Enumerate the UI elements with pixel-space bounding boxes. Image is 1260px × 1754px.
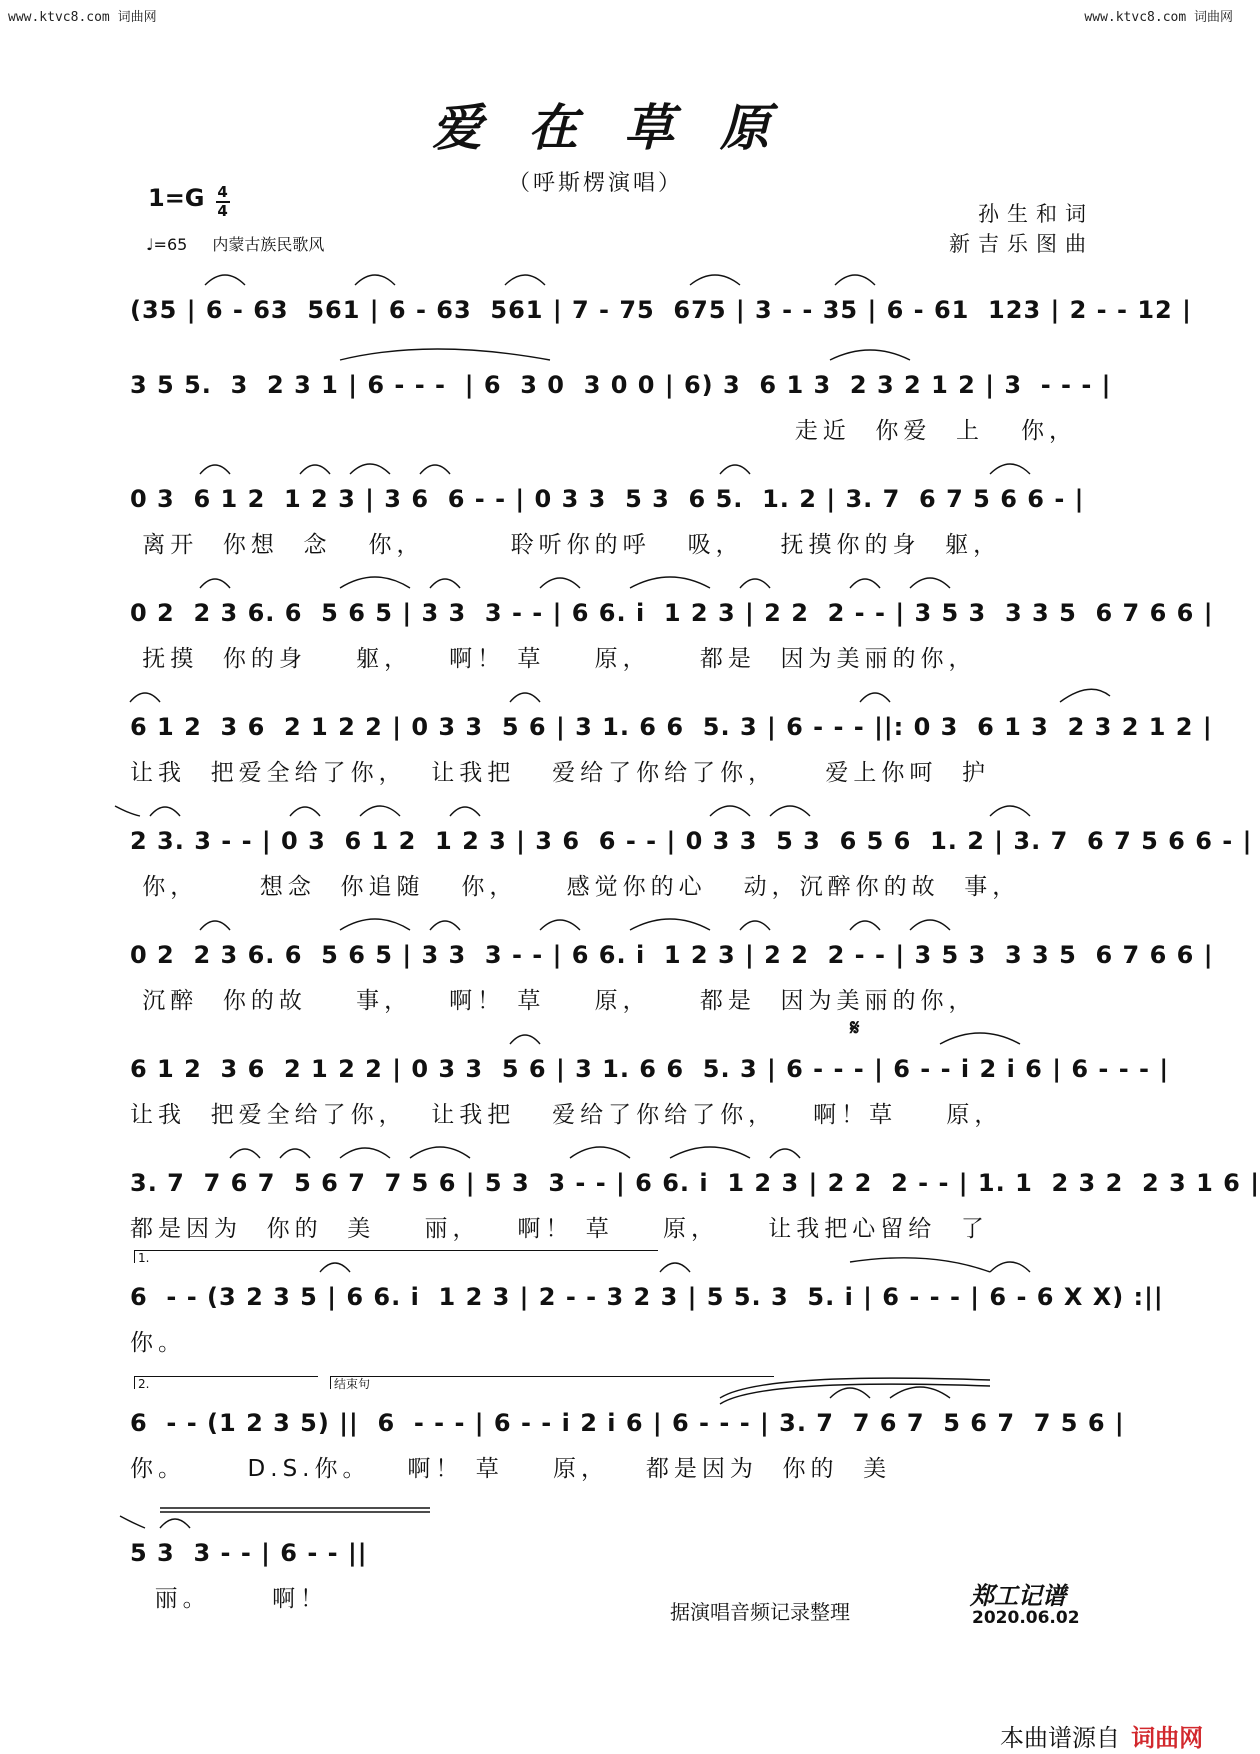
notation-line: 3 5 5. 3 2 3 1 | 6 - - - | 6 3 0 3 0 0 | 6) 3 6 1 3 2 3 2 1 2 | 3 - - - | xyxy=(130,371,1112,399)
lyrics-line: 抚摸 你的身 躯， 啊！ 草 原， 都是 因为美丽的你， xyxy=(130,646,977,672)
notation-line: 2 3. 3 - - | 0 3 6 1 2 1 2 3 | 3 6 6 - - | 0 3 3 5 3 6 5 6 1. 2 | 3. 7 6 7 5 6 6 - | xyxy=(130,827,1253,855)
watermark-right: www.ktvc8.com 词曲网 xyxy=(1084,10,1233,25)
volta-second: 2. xyxy=(134,1376,318,1389)
lyrics-line: 你， 想念 你追随 你， 感觉你的心 动，沉醉你的故 事， xyxy=(130,874,1021,900)
notation-line: 0 2 2 3 6. 6 5 6 5 | 3 3 3 - - | 6 6. i 1 2 3 | 2 2 2 - - | 3 5 3 3 3 5 6 7 6 6 | xyxy=(130,599,1214,627)
transcription-note: 据演唱音频记录整理 xyxy=(670,1600,850,1624)
notation-line: 6 - - (1 2 3 5) || 6 - - - | 6 - - i 2 i 6 | 6 - - - | 3. 7 7 6 7 5 6 7 7 5 6 | xyxy=(130,1409,1125,1437)
transcription-date: 2020.06.02 xyxy=(972,1608,1080,1628)
time-signature xyxy=(216,182,230,220)
notation-line: 6 - - (3 2 3 5 | 6 6. i 1 2 3 | 2 - - 3 2 3 | 5 5. 3 5. i | 6 - - - | 6 - 6 X X) :|| xyxy=(130,1283,1164,1311)
key-signature xyxy=(148,184,230,219)
song-title: 爱在草原 xyxy=(432,98,816,157)
score-system-7 xyxy=(130,932,1214,1032)
ending-label: 结束句 xyxy=(330,1376,774,1389)
score-system-4 xyxy=(130,590,1214,690)
transcriber-signature: 郑工记谱 xyxy=(970,1582,1066,1610)
time-top: 4 xyxy=(217,182,228,201)
lyrics-line: 都是因为 你的 美 丽， 啊！ 草 原， 让我把心留给 了 xyxy=(130,1216,989,1242)
source-label: 本曲谱源自 xyxy=(1000,1724,1120,1752)
notation-line: (35 | 6 - 63 561 | 6 - 63 561 | 7 - 75 675 | 3 - - 35 | 6 - 61 123 | 2 - - 12 | xyxy=(130,296,1192,324)
notation-line: 5 3 3 - - | 6 - - || xyxy=(130,1539,368,1567)
score-system-10 xyxy=(130,1274,1164,1374)
tempo-mark xyxy=(146,232,324,255)
notation-line: 0 2 2 3 6. 6 5 6 5 | 3 3 3 - - | 6 6. i 1 2 3 | 2 2 2 - - | 3 5 3 3 3 5 6 7 6 6 | xyxy=(130,941,1214,969)
composer-credit: 新吉乐图曲 xyxy=(949,232,1094,256)
tempo-value: ♩=65 xyxy=(146,235,188,254)
score-system-12 xyxy=(130,1530,550,1630)
notation-line: 6 1 2 3 6 2 1 2 2 | 0 3 3 5 6 | 3 1. 6 6 5. 3 | 6 - - - ||: 0 3 6 1 3 2 3 2 1 2 | xyxy=(130,713,1213,741)
song-subtitle: （呼斯楞演唱） xyxy=(508,171,684,196)
lyrics-line: 离开 你想 念 你， 聆听你的呼 吸， 抚摸你的身 躯， xyxy=(130,532,1002,558)
score-system-6 xyxy=(130,818,1253,918)
lyrics-line: 让我 把爱全给了你， 让我把 爱给了你给了你， 爱上你呵 护 xyxy=(130,760,991,786)
lyrics-line: 让我 把爱全给了你， 让我把 爱给了你给了你， 啊！草 原， xyxy=(130,1102,1003,1128)
notation-line: 3. 7 7 6 7 5 6 7 7 5 6 | 5 3 3 - - | 6 6. i 1 2 3 | 2 2 2 - - | 1. 1 2 3 2 2 3 1 6 | xyxy=(130,1169,1260,1197)
score-system-11 xyxy=(130,1400,1125,1500)
score-system-8 xyxy=(130,1046,1170,1146)
source-site: 词曲网 xyxy=(1131,1724,1204,1752)
watermark-left: www.ktvc8.com 词曲网 xyxy=(8,10,157,25)
time-bottom: 4 xyxy=(217,201,228,220)
score-system-2 xyxy=(130,362,1115,462)
segno-mark: 𝄋 xyxy=(850,1016,860,1041)
notation-line: 6 1 2 3 6 2 1 2 2 | 0 3 3 5 6 | 3 1. 6 6 5. 3 | 6 - - - | 6 - - i 2 i 6 | 6 - - - | xyxy=(130,1055,1170,1083)
source-credit xyxy=(1000,1718,1203,1753)
score-system-9 xyxy=(130,1160,1260,1260)
lyrics-line: 你。 xyxy=(130,1330,186,1356)
lyrics-line: 丽。 啊！ xyxy=(130,1586,329,1612)
score-system-3 xyxy=(130,476,1115,576)
lyrics-line: 走近 你爱 上 你， xyxy=(130,418,1077,444)
volta-first: 1. xyxy=(134,1250,658,1263)
lyrics-line: 沉醉 你的故 事， 啊！ 草 原， 都是 因为美丽的你， xyxy=(130,988,977,1014)
key-label: 1=G xyxy=(148,184,205,212)
lyrics-line: 你。 D.S.你。 啊！ 草 原， 都是因为 你的 美 xyxy=(130,1456,892,1482)
lyricist-credit: 孙生和词 xyxy=(978,202,1094,226)
notation-line: 0 3 6 1 2 1 2 3 | 3 6 6 - - | 0 3 3 5 3 6 5. 1. 2 | 3. 7 6 7 5 6 6 - | xyxy=(130,485,1085,513)
score-system-5 xyxy=(130,704,1213,804)
style-label: 内蒙古族民歌风 xyxy=(212,235,325,254)
